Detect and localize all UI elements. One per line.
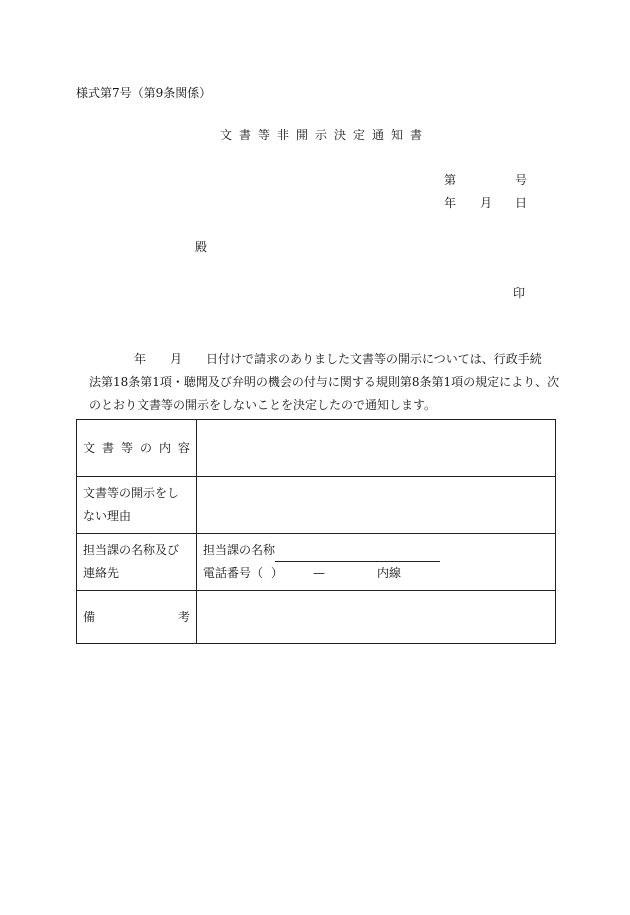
label-char: 内: [158, 440, 171, 455]
reference-number-suffix: 号: [515, 173, 528, 187]
body-month-label: 月: [170, 352, 183, 366]
remarks-label: [77, 591, 197, 644]
seal-mark: 印: [513, 286, 526, 300]
department-name-label: 担当課の名称: [203, 543, 276, 557]
date-year-label: 年: [444, 196, 457, 210]
label-char: 書: [101, 440, 114, 455]
table-row-document-content: [77, 420, 556, 477]
department-name-line: [203, 539, 549, 562]
table-row-department-contact: [77, 534, 556, 591]
phone-extension-label: 内線: [377, 566, 402, 580]
label-char: 文: [83, 440, 96, 455]
body-year-label: 年: [134, 352, 147, 366]
label-char: 等: [120, 440, 133, 455]
remarks-field[interactable]: [197, 591, 556, 644]
notice-body: [89, 348, 559, 417]
nondisclosure-reason-label: 文書等の開示をしない理由: [77, 477, 197, 534]
table-row-nondisclosure-reason: [77, 477, 556, 534]
notice-body-line-2: 法第18条第1項・聴聞及び弁明の機会の付与に関する規則第8条第1項の規定により、次: [89, 375, 560, 389]
notice-body-line-3: のとおり文書等の開示をしないことを決定したので通知します。: [89, 398, 437, 412]
label-char: 容: [177, 440, 190, 455]
label-char: の: [139, 440, 152, 455]
department-contact-field[interactable]: [197, 534, 556, 591]
document-content-field[interactable]: [197, 420, 556, 477]
phone-dash: —: [313, 566, 326, 580]
form-number: 様式第7号（第9条関係）: [76, 86, 212, 100]
reference-number-prefix: 第: [444, 173, 457, 187]
nondisclosure-reason-field[interactable]: [197, 477, 556, 534]
document-title: 文書等非開示決定通知書: [220, 128, 430, 142]
phone-number-line: [203, 562, 549, 585]
notice-details-table: [76, 419, 556, 644]
notice-body-line-1: [89, 348, 559, 371]
phone-area-close: ）: [271, 566, 284, 580]
phone-number-label: 電話番号（: [203, 566, 264, 580]
label-char: 考: [177, 609, 190, 624]
date-month-label: 月: [480, 196, 493, 210]
addressee-honorific: 殿: [195, 240, 208, 254]
body-line1-text: 日付けで請求のありました文書等の開示については、行政手続: [206, 352, 542, 366]
department-name-blank[interactable]: [275, 547, 440, 562]
label-char: 備: [83, 609, 96, 624]
date-day-label: 日: [515, 196, 528, 210]
department-contact-label: 担当課の名称及び連絡先: [77, 534, 197, 591]
document-content-label: [77, 420, 197, 477]
table-row-remarks: [77, 591, 556, 644]
